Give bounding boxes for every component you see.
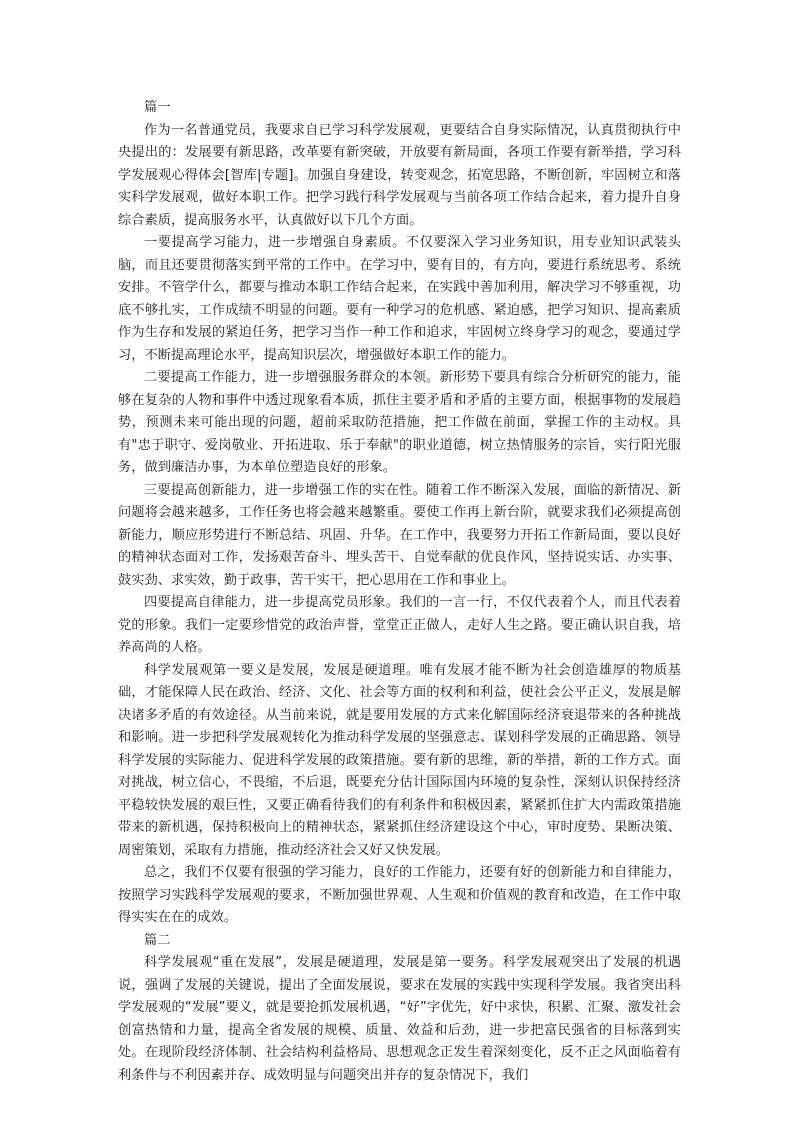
section-title-2: 篇二: [144, 932, 171, 948]
paragraph-intro: 作为一名普通党员，我要求自已学习科学发展观，更要结合自身实际情况，认真贯彻执行中央提出的：发展要有新思路，改革要有新突破，开放要有新局面，各项工作要有新举措，学习科学发展观心得体会[智库|专题]。加强自身建设，转变观念，拓宽思路，不断创新，牢固树立和落实科学发展观，做好本职工作。把学习践行科学发展观与当前各项工作结合起来，着力提升自身综合素质，提高服务水平，认真做好以下几个方面。: [118, 122, 681, 228]
paragraph-self-discipline: 四要提高自律能力，进一步提高党员形象。我们的一言一行，不仅代表着个人，而且代表着党的形象。我们一定要珍惜党的政治声誉，堂堂正正做人，走好人生之路。要正确认识自我，培养高尚的人格。: [118, 595, 681, 655]
paragraph-section2: 科学发展观“重在发展”，发展是硬道理，发展是第一要务。科学发展观突出了发展的机遇说，强调了发展的关键说，提出了全面发展说，要求在发展的实践中实现科学发展。我省突出科学发展观的“发展”要义，就是要抢抓发展机遇，“好”字优先，好中求快，积累、汇聚、激发社会创富热情和力量，提高全省发展的规模、质量、效益和后劲，进一步把富民强省的目标落到实处。在现阶段经济体制、社会结构利益格局、思想观念正发生着深刻变化，反不正之风面临着有利条件与不利因素并存、成效明显与问题突出并存的复杂情况下，我们: [118, 955, 681, 1083]
paragraph-learning-ability: 一要提高学习能力，进一步增强自身素质。不仅要深入学习业务知识，用专业知识武装头脑，而且还要贯彻落实到平常的工作中。在学习中，要有目的，有方向，要进行系统思考、系统安排。不管学什么，都要与推动本职工作结合起来，在实践中善加利用，解决学习不够重视，功底不够扎实，工作成绩不明显的问题。要有一种学习的危机感、紧迫感，把学习知识、提高素质作为生存和发展的紧迫任务，把学习当作一种工作和追求，牢固树立终身学习的观念，要通过学习，不断提高理论水平，提高知识层次，增强做好本职工作的能力。: [118, 235, 681, 363]
paragraph-innovation-ability: 三要提高创新能力，进一步增强工作的实在性。随着工作不断深入发展，面临的新情况、新问题将会越来越多，工作任务也将会越来越繁重。要使工作再上新台阶，就要求我们必须提高创新能力，顺应形势进行不断总结、巩固、升华。在工作中，我要努力开拓工作新局面，要以良好的精神状态面对工作，发扬艰苦奋斗、埋头苦干、自觉奉献的优良作风，坚持说实话、办实事、鼓实劲、求实效，勤于政事，苦干实干，把心思用在工作和事业上。: [118, 482, 681, 588]
paragraph-development: 科学发展观第一要义是发展，发展是硬道理。唯有发展才能不断为社会创造雄厚的物质基础，才能保障人民在政治、经济、文化、社会等方面的权利和利益，使社会公平正义，发展是解决诸多矛盾的有效途径。从当前来说，就是要用发展的方式来化解国际经济衰退带来的各种挑战和影响。进一步把科学发展观转化为推动科学发展的坚强意志、谋划科学发展的正确思路、领导科学发展的实际能力、促进科学发展的政策措施。要有新的思维，新的举措，新的工作方式。面对挑战，树立信心，不畏缩，不后退，既要充分估计国际国内环境的复杂性，深刻认识保持经济平稳较快发展的艰巨性，又要正确看待我们的有利条件和积极因素，紧紧抓住扩大内需政策措施带来的新机遇，保持积极向上的精神状态，紧紧抓住经济建设这个中心，审时度势、果断决策、周密策划，采取有力措施，推动经济社会又好又快发展。: [118, 662, 681, 858]
section-title-1: 篇一: [144, 100, 171, 115]
paragraph-work-ability: 二要提高工作能力，进一步增强服务群众的本领。新形势下要具有综合分析研究的能力，能够在复杂的人物和事件中透过现象看本质，抓住主要矛盾和矛盾的主要方面，根据事物的发展趋势，预测未来可能出现的问题，超前采取防范措施，把工作做在前面，掌握工作的主动权。具有"忠于职守、爱岗敬业、开拓进取、乐于奉献"的职业道德，树立热情服务的宗旨，实行阳光服务，做到廉洁办事，为本单位塑造良好的形象。: [118, 370, 681, 475]
document-body: [118, 97, 681, 1087]
paragraph-summary: 总之，我们不仅要有很强的学习能力，良好的工作能力，还要有好的创新能力和自律能力，按照学习实践科学发展观的要求，不断加强世界观、人生观和价值观的教育和改造，在工作中取得实实在在的成效。: [118, 865, 681, 925]
